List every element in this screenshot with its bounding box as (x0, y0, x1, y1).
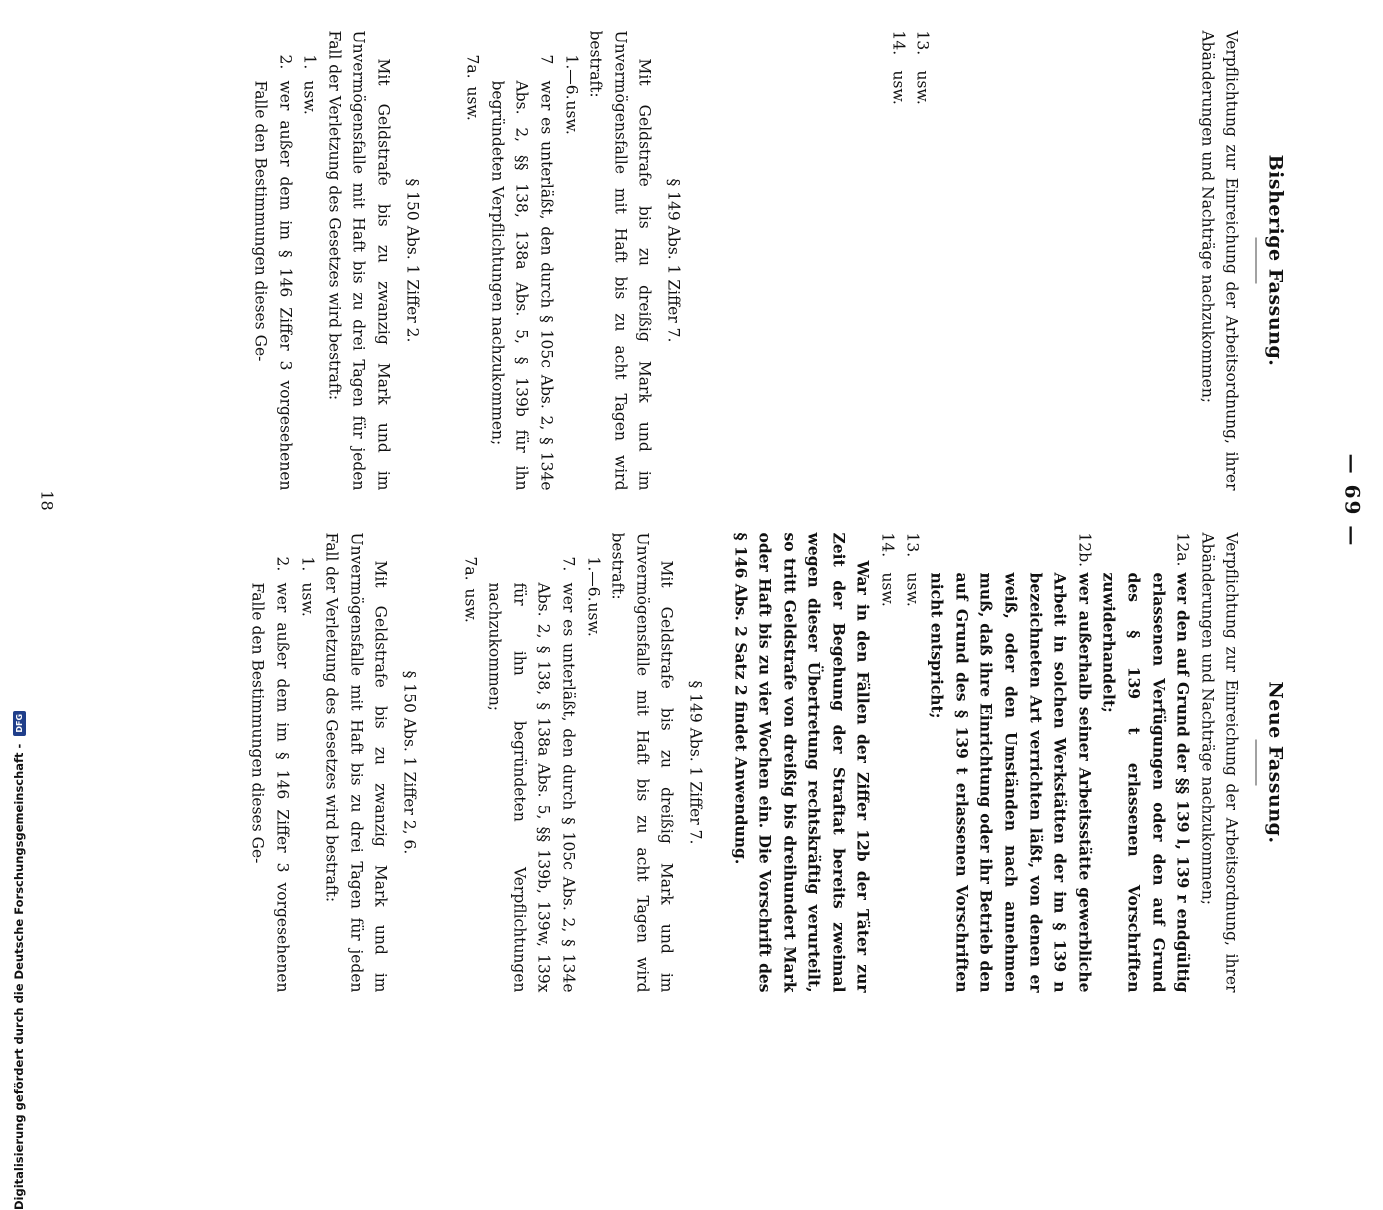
item-text: wer außerhalb seiner Arbeitsstätte gewerbliche Arbeit in solchen Werkstätten der im § 139 n bezeichneten Art verrichten läßt, von denen er weiß, oder den Umständen nach annehmen muß, daß ihre Einrichtung oder ihr Betrieb den auf Grund des § 139 t erlassenen Vorschriften nicht entspricht; (927, 572, 1095, 993)
item-number: 7a. (461, 556, 480, 581)
item-number: 2. (276, 54, 295, 70)
left-150-item-2 (248, 55, 297, 491)
left-item-14 (886, 31, 911, 491)
right-item-12b (924, 533, 1096, 993)
item-number: 12a. (1173, 532, 1192, 567)
left-149-item-7 (485, 55, 559, 491)
left-149-item-1-6 (559, 55, 584, 491)
item-text: usw. (461, 588, 480, 623)
item-text: usw. (463, 86, 482, 121)
right-item-14 (875, 533, 900, 993)
dfg-logo-icon: DFG (13, 711, 26, 736)
right-paragraph-intro: Verpflichtung zur Einreichung der Arbeitsordnung, ihrer Abänderungen und Nachträge nachzukommen; (1198, 532, 1241, 993)
right-150-item-2 (245, 557, 294, 993)
left-blank-space (935, 31, 1195, 491)
item-number: 2. (273, 556, 292, 572)
right-150-item-1 (295, 557, 320, 993)
item-number: 12b. (1075, 532, 1094, 568)
heading-rule (1256, 238, 1257, 284)
right-149-item-7a (458, 557, 483, 993)
rotated-page (0, 1, 1383, 1001)
right-section-150-text: Mit Geldstrafe bis zu zwanzig Mark und im Unvermögensfalle mit Haft bis zu drei Tagen für jeden Fall der Verletzung des Gesetzes wird bestraft: (322, 532, 390, 993)
right-bold-paragraph: War in den Fällen der Ziffer 12b der Täter zur Zeit der Begehung der Straftat bereits zweimal wegen dieser Übertretung rechtskräftig verurteilt, so tritt Geldstrafe von dreißig bis dreihundert Mark oder Haft bis zu vier Wochen ein. Die Vorschrift des § 146 Abs. 2 Satz 2 findet Anwendung. (731, 532, 873, 993)
right-section-149-heading: § 149 Abs. 1 Ziffer 7. (686, 680, 705, 845)
item-number: 7. (559, 556, 578, 572)
left-column-bisherige-fassung (248, 31, 1287, 491)
page-number: — 69 — (1340, 453, 1365, 548)
item-number: 1.—6. (584, 556, 603, 602)
item-text: wer es unterläßt, den durch § 105c Abs. 2, § 134e Abs. 2, §§ 138, 138a Abs. 5, § 139b für ihn begründeten Verpflichtungen nachzukommen; (488, 80, 556, 491)
left-item-13 (910, 31, 935, 491)
item-number: 1. (300, 54, 319, 70)
item-text: usw. (903, 572, 922, 607)
item-text: usw. (584, 602, 603, 637)
item-number: 7 (537, 54, 556, 65)
item-text: wer außer dem im § 146 Ziffer 3 vorgesehenen Falle den Bestimmungen dieses Ge- (251, 80, 295, 491)
item-text: usw. (298, 582, 317, 617)
digitization-credit (12, 450, 26, 1210)
right-section-149-text: Mit Geldstrafe bis zu dreißig Mark und im Unvermögensfalle mit Haft bis zu acht Tagen wird bestraft: (608, 532, 676, 993)
item-text: usw. (300, 80, 319, 115)
left-section-149-text: Mit Geldstrafe bis zu dreißig Mark und im Unvermögensfalle mit Haft bis zu acht Tagen wird bestraft: (586, 30, 654, 491)
item-text: usw. (878, 572, 897, 607)
left-149-item-7a (460, 55, 485, 491)
item-text: wer es unterläßt, den durch § 105c Abs. 2, § 134e Abs. 2, § 138, § 138a Abs. 5, §§ 139b, 139w, 139x für ihn begründeten Verpflichtungen nachzukommen; (485, 582, 578, 993)
item-number: 13. (903, 532, 922, 558)
right-section-150-heading: § 150 Abs. 1 Ziffer 2, 6. (400, 670, 419, 855)
left-paragraph-intro: Verpflichtung zur Einreichung der Arbeitsordnung, ihrer Abänderungen und Nachträge nachzukommen; (1198, 30, 1241, 491)
item-text: usw. (562, 100, 581, 135)
item-number: 14. (878, 532, 897, 558)
item-number: 13. (913, 30, 932, 56)
right-column-neue-fassung (245, 533, 1287, 993)
left-column-heading: Bisherige Fassung. (1264, 154, 1287, 367)
right-149-item-1-6 (580, 557, 605, 993)
right-149-item-7 (482, 557, 580, 993)
item-text: wer außer dem im § 146 Ziffer 3 vorgesehenen Falle den Bestimmungen dieses Ge- (248, 582, 292, 993)
left-section-150-heading: § 150 Abs. 1 Ziffer 2. (403, 178, 422, 343)
item-text: usw. (913, 70, 932, 105)
footer-page-number: 18 (37, 490, 57, 511)
item-text: wer den auf Grund der §§ 139 l, 139 r endgültig erlassenen Verfügungen oder den auf Grund des § 139 t erlassenen Vorschriften zuwiderhandelt; (1099, 572, 1193, 993)
right-item-13 (900, 533, 925, 993)
item-number: 1. (298, 556, 317, 572)
left-section-150-text: Mit Geldstrafe bis zu zwanzig Mark und im Unvermögensfalle mit Haft bis zu drei Tagen für jeden Fall der Verletzung des Gesetzes wird bestraft: (325, 30, 393, 491)
item-number: 14. (889, 30, 908, 56)
right-column-heading: Neue Fassung. (1264, 681, 1287, 844)
left-section-149-heading: § 149 Abs. 1 Ziffer 7. (664, 178, 683, 343)
left-blank-space-2 (706, 31, 886, 491)
right-item-12a (1096, 533, 1194, 993)
heading-rule (1256, 740, 1257, 786)
left-150-item-1 (297, 55, 322, 491)
digitization-credit-text: Digitalisierung gefördert durch die Deutsche Forschungsgemeinschaft - (12, 743, 26, 1210)
item-number: 7a. (463, 54, 482, 79)
item-text: usw. (889, 70, 908, 105)
item-number: 1.—6. (562, 54, 581, 100)
